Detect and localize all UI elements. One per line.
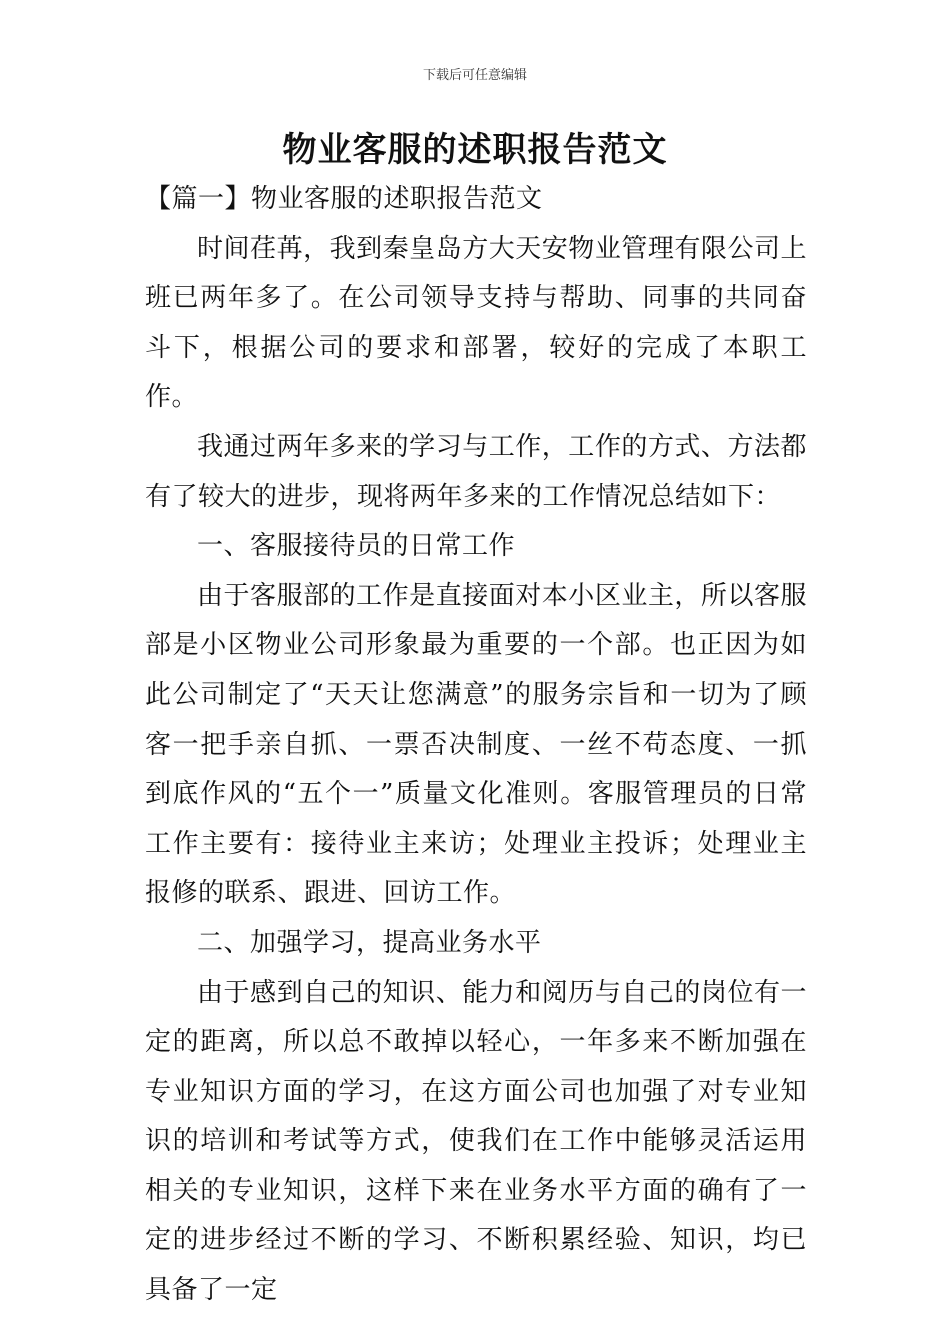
paragraph-intro: 时间荏苒，我到秦皇岛方大天安物业管理有限公司上班已两年多了。在公司领导支持与帮助、同事的共同奋斗下，根据公司的要求和部署，较好的完成了本职工作。 xyxy=(145,233,807,413)
heading-section-one: 一、客服接待员的日常工作 xyxy=(197,531,516,562)
section-tag: 【篇一】物业客服的述职报告范文 xyxy=(145,184,543,214)
paragraph-study: 由于感到自己的知识、能力和阅历与自己的岗位有一定的距离，所以总不敢掉以轻心，一年多来不断加强在专业知识方面的学习，在这方面公司也加强了对专业知识的培训和考试等方式，使我们在工作中能够灵活运用相关的专业知识，这样下来在业务水平方面的确有了一定的进步经过不断的学习、不断积累经验、知识，均已具备了一定 xyxy=(145,977,807,1306)
header-note: 下载后可任意编辑 xyxy=(422,68,527,83)
paragraph-daily-work: 由于客服部的工作是直接面对本小区业主，所以客服部是小区物业公司形象最为重要的一个部。也正因为如此公司制定了“天天让您满意”的服务宗旨和一切为了顾客一把手亲自抓、一票否决制度、一丝不苟态度、一抓到底作风的“五个一”质量文化准则。客服管理员的日常工作主要有：接待业主来访；处理业主投诉；处理业主报修的联系、跟进、回访工作。 xyxy=(145,580,807,909)
heading-section-two: 二、加强学习，提高业务水平 xyxy=(197,927,542,958)
document-body xyxy=(145,175,807,1316)
paragraph-summary-lead: 我通过两年多来的学习与工作，工作的方式、方法都有了较大的进步，现将两年多来的工作情况总结如下： xyxy=(145,431,807,512)
document-title: 物业客服的述职报告范文 xyxy=(282,130,668,170)
